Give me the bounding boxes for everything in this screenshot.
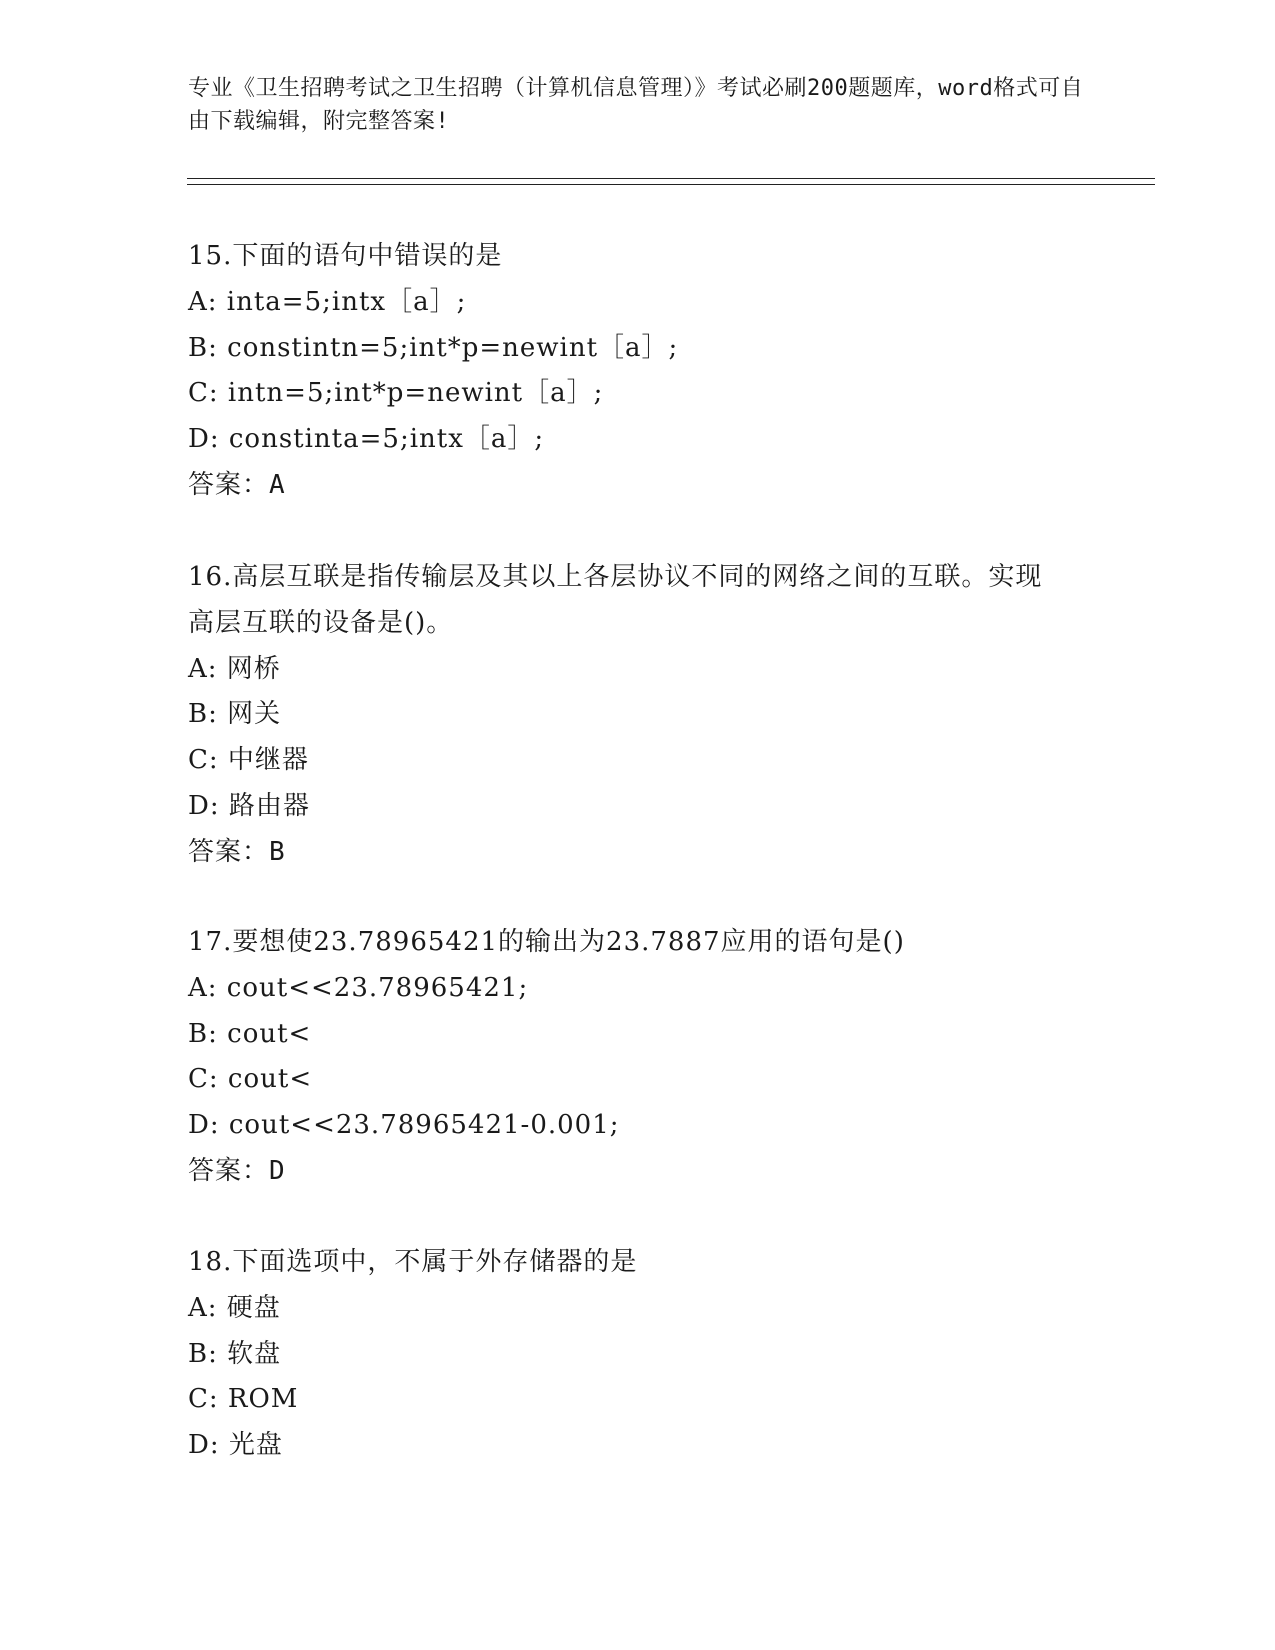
option-a: A: 硬盘: [188, 1292, 281, 1323]
option-d: D: cout<<23.78965421-0.001;: [188, 1110, 620, 1141]
question-16: [188, 555, 1088, 874]
option-b: B: constintn=5;int*p=newint［a］;: [188, 332, 679, 363]
option-a: A: 网桥: [188, 653, 281, 684]
option-b: B: 网关: [188, 699, 282, 730]
option-d: D: 路由器: [188, 790, 310, 821]
document-header: [188, 72, 1088, 138]
option-b: B: 软盘: [188, 1338, 282, 1369]
question-stem: 18.下面选项中，不属于外存储器的是: [188, 1247, 638, 1277]
option-c: C: intn=5;int*p=newint［a］;: [188, 378, 604, 409]
option-b: B: cout<: [188, 1018, 312, 1049]
option-d: D: 光盘: [188, 1430, 283, 1461]
question-15: [188, 234, 1088, 507]
question-stem: 16.高层互联是指传输层及其以上各层协议不同的网络之间的互联。实现高层互联的设备是()。: [188, 562, 1043, 638]
question-stem: 15.下面的语句中错误的是: [188, 241, 503, 271]
header-title: 专业《卫生招聘考试之卫生招聘（计算机信息管理）》考试必刷200题题库，word格式可自由下载编辑，附完整答案!: [188, 76, 1084, 134]
question-stem: 17.要想使23.78965421的输出为23.7887应用的语句是(): [188, 927, 905, 957]
header-divider-bottom: [187, 184, 1155, 185]
answer-label: 答案：B: [188, 836, 286, 867]
option-a: A: cout<<23.78965421;: [188, 972, 529, 1003]
option-d: D: constinta=5;intx［a］;: [188, 424, 545, 455]
answer-label: 答案：D: [188, 1155, 286, 1186]
question-17: [188, 920, 1088, 1193]
option-c: C: cout<: [188, 1064, 313, 1095]
answer-label: 答案：A: [188, 469, 286, 500]
question-18: [188, 1240, 1088, 1469]
header-divider-top: [187, 178, 1155, 179]
option-c: C: ROM: [188, 1384, 299, 1415]
option-c: C: 中继器: [188, 745, 309, 776]
option-a: A: inta=5;intx［a］;: [188, 286, 467, 317]
